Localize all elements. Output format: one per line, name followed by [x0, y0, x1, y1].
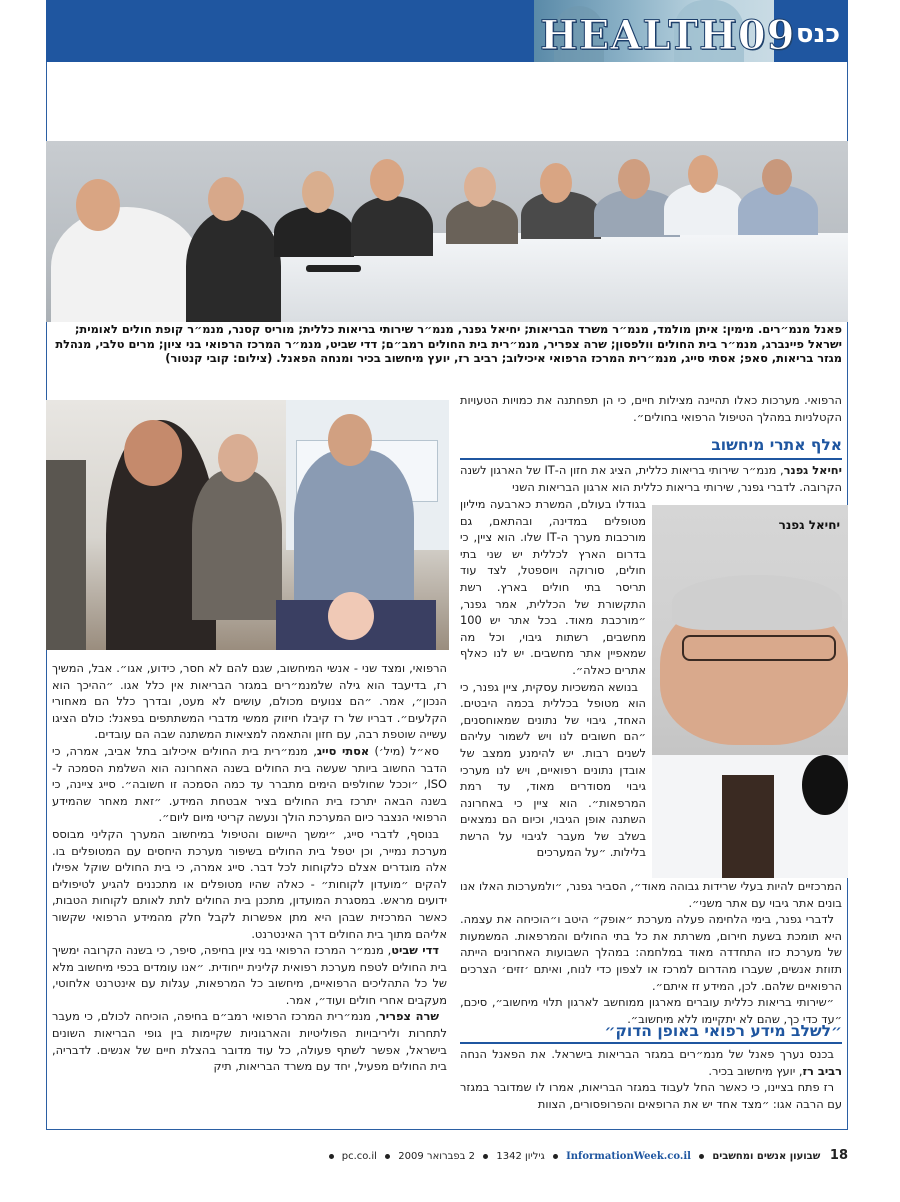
tzafrir-name: שרה צפריר [378, 1009, 439, 1024]
panel-intro-text [460, 1046, 842, 1112]
right-column-lower [460, 878, 842, 1027]
panel-intro-a: בכנס נערך פאנל של מנמ״רים במגזר הבריאות בישראל. את הפאנל הנחה [460, 1047, 834, 1061]
gafner-paragraph-4: ״שירותי בריאות כללית עוברים מארגון ממוחשב לארגון תלוי מיחשוב״, סיכם, ״עד כדי כך, שהם לא יתקיימו ללא מיחשוב״. [460, 995, 842, 1026]
section-heading-1: אלף אתרי מיחשוב [711, 436, 842, 454]
footer-website[interactable]: InformationWeek.co.il [566, 1151, 691, 1162]
intro-paragraph: הרפואי. מערכות כאלו תהיינה מצילות חיים, כי הן תפחתנה את כמויות הטעויות הקטלניות במהלך הטיפול הרפואי בחולים״. [460, 393, 842, 424]
raz-name: רביב רז [802, 1063, 842, 1078]
left-paragraph-3: בנוסף, לדברי סייג, ״ימשך היישום והטיפול במיחשוב המערך הקליני מבוסס מערכת נמייר, וכן יטפל בית החולים בשיפור מערכת היחסים עם המטופלים בו. אלה מוגדרים אצלם כלקוחות לכל דבר. סייג אמרה, כי בית החולים שוקל אפילו להקים ״מועדון לקוחות״ - כאלה שהיו מטופלים או מתכננים להגיע לטיפולים ידועים מראש. במסגרת המועדון, מתכנן בית החולים לתת לאותם לקוחות הטבות, כאשר המרכזית שבהן היא מתן אפשרות לקבל חלק מהמידע הרפואי שקשור אליהם מתוך בית החולים דרך האינטרנט. [52, 826, 447, 941]
shavit-name: דדי שביט [391, 943, 439, 958]
page-footer [46, 1148, 848, 1172]
section-label: כנס [795, 19, 841, 49]
raz-paragraph: רז פתח בציינו, כי כאשר החל לעבוד במגזר הבריאות, אמרו לו שמדובר במגזר עם הרבה אגו: ״מצד אחד יש את הרופאים והפרופסורים, הצוות [460, 1080, 842, 1111]
seig-text: , מנמ״רית בית החולים איכילוב בתל אביב, אמרה, כי הדבר החשוב ביותר שעשה בית החולים בשנה האחרונה הוא השלמת הסמכה ל-ISO, ״וככל שחולפים הימים מתברר עד כמה הסמכה זו חשובה״. סייג ציינה, כי בשנה הבאה יתרכז בית החולים בציר אבטחת המידע. ״זאת מאחר שהמידע הרפואי הנצבר כיום המערכת הולך ונעשה קריטי מיום ליום״. [52, 743, 447, 825]
footer-magazine: שבועון אנשים ומחשבים [712, 1151, 821, 1162]
gafner-paragraph-1: בגודלו בעולם, המשרת כארבעה מיליון מטופלים במדינה, ובהתאם, גם מורכבות מערך ה-IT שלו. הוא ציין, כי בדרום הארץ לכללית יש שני בתי חולים, סורוקה ויוספטל, לצד עוד תריסר בתי חולים בארץ. רשת התקשורת של הכללית, אמר גפנר, ״מורכבת מאוד. בכל אתר יש 100 מחשבים, רשתות גיבוי, וכל מה שמאפיין אתר מחשבים. יש לנו כאלף אתרים כאלה״. [460, 497, 646, 677]
health09-logo: HEALTH09 [540, 12, 796, 59]
heading-rule-2 [460, 1042, 842, 1044]
seig-name: אסתי סייג [316, 743, 370, 758]
gafner-text: , מנמ״ר שירותי בריאות כללית, הציג את חזון ה-IT של הארגון לשנה הקרובה. לדברי גפנר, שירותי בריאות כללית הוא ארגון הבריאות השני [460, 463, 842, 494]
heading-rule-1 [460, 458, 842, 460]
footer-date: 2 בפברואר 2009 [398, 1151, 475, 1162]
left-paragraph-1: הרפואי, ומצד שני - אנשי המיחשוב, שגם להם לא חסר, כידוע, אגו״. אבל, המשיך רז, בדיעבד הוא גילה שלמנמ״רים במגזר הבריאות אין כלל אגו. ״ההיכך הוא הנכון״, אמר. ״הם צנועים מכולם, עושים לא מעט, ובדרך כלל הם מאחורי הקלעים״. דבריו של רז קיבלו חיזוק ממשי מדברי המשתתפים בפאנל: כולם הציגו עשייה שוטפת רבה, עם חזון והתאמה למציאות המשתנה שבה הם עובדים. [52, 661, 447, 742]
gafner-paragraph-3: לדברי גפנר, בימי הלחימה פעלה מערכת ״אופק״ היטב ו״הוכיחה את עצמה. היא תומכת בשעת חירום, משרתת את כל בתי החולים והמרפאות. המשמעות של מערכת כזו התחדדה מאוד במלחמה: במהלך השבועות האחרונים הייתה תזוזת אנשים, שעברו מהדרום למרכז או לצפון כדי לנוח, ואיתם ׳זזים׳ הצרכים הרפואיים שלהם. לכן, המידע זז איתם״. [460, 912, 842, 993]
panel-photo [46, 141, 848, 322]
footer-issue: גיליון 1342 [496, 1151, 545, 1162]
gafner-photo-label: יחיאל גפנר [778, 518, 840, 532]
seig-rank: סא״ל (מיל׳) [369, 743, 439, 758]
shavit-text: , מנמ״ר המרכז הרפואי בני ציון בחיפה, סיפר, כי בשנה הקרובה ימשיך בית החולים לטפח מערכת רפואית קלינית ייחודית. ״אנו עומדים בכפי מיחשוב מלא של כל התהליכים הרפואיים, מיחשוב כל המרפאות, עגלות עם אינטרנט אלחוטי, מעקבים אחרי חולים ועוד״, אמר. [52, 943, 447, 1007]
gafner-lead-full [460, 462, 842, 495]
left-column [52, 660, 447, 1075]
gafner-paragraph-2: בנושא המשכיות עסקית, ציין גפנר, כי הוא מטופל בכללית בכמה היבטים. האחד, גיבוי של נתונים שמאוחסנים, ״הם חשובים לנו ויש לשמור עליהם לשנים רבות. יש להימנע ממצב של אובדן נתונים רפואיים, ויש לנו מערכי גיבוי מסודרים מאוד, עד רמת המרפאות״. הוא ציין כי באחרונה השתנה אופן הגיבוי, וכיום הם נמצאים בשלב של מעבר לגיבוי על הרשת בלילות. ״על המערכים [460, 679, 646, 860]
gafner-portrait-photo [652, 505, 848, 878]
tzafrir-text: , מנמ״רית המרכז הרפואי רמב״ם בחיפה, הוכיחה לכולם, כי מעבר לתחרות וליריבויות הפוליטיות והארגוניות שקיימות בין גופי הבריאות השונים בישראל, אפשר לשתף פעולה, כל עוד מדובר בהצלת חיים של אנשים. לדבריה, בית החולים מפעיל, יחד עם משרד הבריאות, תיק [52, 1009, 447, 1074]
panel-intro-b: , יועץ מיחשוב בכיר. [708, 1063, 803, 1078]
panel-photo-caption: פאנל מנמ״רים. מימין: איתן מולמד, מנמ״ר משרד הבריאות; יחיאל גפנר, מנמ״ר שירותי בריאות כללית; מוריס קסנר, מנמ״ר קופת חולים לאומית; ישראל פיינברג, מנמ״ר בית החולים וולפסון; שרה צפריר, מנמ״רית בית החולים רמב״ם; דדי שביט, מנמ״ר המרכז הרפואי בני ציון; מרים טלבי, מנהלת מגזר בריאות, סאפ; אסתי סייג, מנמ״רית המרכז הרפואי איכילוב; רביב רז, יועץ מיחשוב בכיר ומנחה הפאנל. (צילום: קובי קנטור) [55, 322, 842, 366]
section-heading-2: ״לשלב מידע רפואי באופן הדוק״ [604, 1022, 842, 1040]
gafner-paragraph-2-cont: המרכזיים להיות בעלי שרידות גבוהה מאוד״, הסביר גפנר, ״ולמערכות האלו אנו בונים אתר גיבוי עם אתר משני״. [460, 879, 842, 910]
article-intro-text [460, 392, 842, 425]
gafner-name: יחיאל גפנר [783, 463, 842, 477]
footer-site2[interactable]: pc.co.il [341, 1151, 377, 1162]
page-number: 18 [829, 1148, 848, 1163]
gafner-narrow-column [460, 496, 646, 861]
expo-booth-photo [46, 400, 449, 650]
